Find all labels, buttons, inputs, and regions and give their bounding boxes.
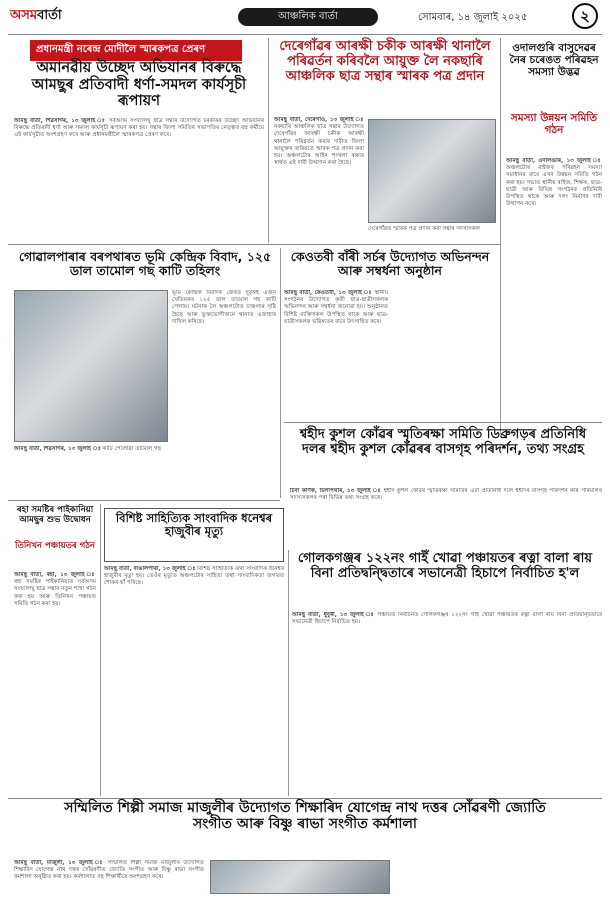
- story4-body: ভূমি কেন্দ্ৰিক বিবাদৰ জেৰত দুৰ্বৃত্তই এজন খেতিয়কৰ ১২৫ ডাল তামোল গছ কাটি পেলায়। ঘটনাক লৈ অঞ্চলটোত চাঞ্চল্যৰ সৃষ্টি হৈছে আৰু ভুক্তভোগীজনে থানাত এজাহাৰ দাখিল কৰিছে।: [172, 290, 276, 325]
- story4-headline: গোৱালপাৰাৰ বৰপথাৰত ভূমি কেন্দ্ৰিক বিবাদ, ১২৫ ডাল তামোল গছ কাটি তহিলং: [18, 249, 272, 279]
- section-rule: [8, 798, 602, 799]
- story7-body: আমছু বাৰ্তা, বাঙালপাৰা, ১৩ জুলাই ঃ বিশিষ্ট সাহিত্যিক তথা সাংবাদিক ধনেশ্বৰ হাজুবীৰ মৃত্যু হয়। তেওঁৰ মৃত্যুত অঞ্চলটোৰ সাহিত্য তথা সাংবাদিকতা জগতত শোকৰ ছাঁ পৰিছে।: [104, 566, 284, 587]
- story5-body-a: আমছু বাৰ্তা, কেওতবী, ১৩ জুলাই ঃ স্থানীয় সংগঠনৰ উদ্যোগত কৃতী ছাত্ৰ-ছাত্ৰীসকলক অভিনন্দন আৰু সম্বৰ্ধনা জনোৱা হয়। অনুষ্ঠানত বিশিষ্ট ব্যক্তিসকল উপস্থিত থাকে আৰু ছাত্ৰ-ছাত্ৰীসকলক ভৱিষ্যতৰ বাবে উৎসাহিত কৰে।: [284, 290, 388, 325]
- column-divider: [500, 38, 501, 434]
- story3-body: আমছু বাৰ্তা, ওদালগুৰি, ১৩ জুলাই ঃ অঞ্চলটোৰ ৰাইজৰ পৰিৱহন সমস্যা সমাধানৰ বাবে এখন উন্নয়ন সমিতি গঠন কৰা হয়। সভাত স্থানীয় ৰাইজ, শিক্ষক, ছাত্ৰ-ছাত্ৰী আৰু বিভিন্ন সংগঠনৰ প্ৰতিনিধি উপস্থিত থাকে আৰু দলং নিৰ্মাণৰ দাবী উত্থাপন কৰে।: [506, 158, 602, 208]
- section-rule: [284, 422, 602, 423]
- story10-body: আমছু বাৰ্তা, মাজুলী, ১৩ জুলাই ঃ সম্মিলিত শিল্পী সমাজ মাজুলীৰ উদ্যোগত শিক্ষাৰিদ যোগেন্দ্ৰ নাথ দত্তৰ সোঁৱৰণীত জ্যোতি সংগীত আৰু বিষ্ণু ৰাভা সংগীত কৰ্মশালা অনুষ্ঠিত কৰা হয়। কৰ্মশালাত বহু শিক্ষাৰ্থীয়ে অংশগ্ৰহণ কৰে।: [14, 860, 204, 881]
- story9-headline: ৰহা সমষ্টিৰ পাইকানিয়া আমছুৰ শুভ উদ্বোধন: [16, 505, 94, 525]
- story2-photo: [368, 119, 496, 223]
- masthead-rule: [8, 34, 602, 35]
- section-rule: [8, 244, 500, 245]
- issue-date: সোমবাৰ, ১৪ জুলাই ২০২৫: [418, 12, 528, 23]
- column-divider: [280, 248, 281, 498]
- story3-headline: ওদালগুৰি বাসুদেৱৰ নৈৰ চৰেঙত পৰিৱহন সমস্যা উদ্ভৱ: [509, 42, 599, 79]
- story9-subhead: তিনিখন পঞ্চায়তৰ গঠন: [15, 541, 95, 551]
- page-number: ২: [572, 3, 598, 29]
- column-divider: [268, 38, 269, 243]
- section-rule: [8, 500, 280, 501]
- column-divider: [288, 550, 289, 796]
- newspaper-logo: অসমবাৰ্তা: [10, 8, 62, 23]
- story1-body: আমছু বাৰ্তা, শিৱসাগৰ, ১৩ জুলাই ঃ সৰ্বঅসম সংখ্যালঘু ছাত্ৰ সন্থাৰ উদ্যোগত চৰকাৰৰ উচ্ছেদ অভিযানৰ বিৰুদ্ধে প্ৰতিবাদী ধৰ্ণা আৰু সমদল কাৰ্যসূচী ৰূপায়ণ কৰা হয়। সন্থাৰ জিলা সমিতিৰ সভাপতিৰ নেতৃত্বত বহু কৰ্মীয়ে এই কাৰ্যসূচীত অংশগ্ৰহণ কৰে আৰু প্ৰধানমন্ত্ৰীলৈ স্মাৰকপত্ৰ প্ৰেৰণ কৰে।: [14, 118, 264, 139]
- story1-headline: অমানৱীয় উচ্ছেদ অভিযানৰ বিৰুদ্ধে আমছুৰ প্ৰতিবাদী ধৰ্ণা-সমদল কাৰ্যসূচী ৰূপায়ণ: [31, 60, 247, 110]
- story10-body-cont: [396, 860, 602, 894]
- story5-body-b: [392, 290, 496, 418]
- story5-headline: কেওতবী বাঁৰী সৰ্চৰ উদ্যোগত অভিনন্দন আৰু সম্বৰ্ধনা অনুষ্ঠান: [290, 249, 490, 279]
- story10-headline: সম্মিলিত শিল্পী সমাজ মাজুলীৰ উদ্যোগত শিক্ষাৰিদ যোগেন্দ্ৰ নাথ দত্তৰ সোঁৱৰণী জ্যোতি সংগীত আৰু বিষ্ণু ৰাভা সংগীত কৰ্মশালা: [64, 800, 546, 833]
- story4-caption-body: আমছু বাৰ্তা, শিৱসাগৰ, ১৩ জুলাই ঃ কাটি পেলোৱা তামোল গছ: [14, 446, 162, 452]
- story6-body: চিবা কৰ্ণিক, চিলাপথাৰ, ১৩ জুলাই ঃ শ্বহীদ কুশল কোঁৱৰ স্মৃতিৰক্ষা সমিতিৰ এটা প্ৰতিনিধি দলে শ্বহীদৰ বাসগৃহ পৰিদৰ্শন কৰি পৰিয়ালৰ সদস্যসকলৰ পৰা বিভিন্ন তথ্য সংগ্ৰহ কৰে।: [290, 488, 602, 502]
- story10-photo: [210, 860, 390, 894]
- story7-headline: বিশিষ্ট সাহিত্যিক সাংবাদিক ধনেশ্বৰ হাজুবীৰ মৃত্যু: [115, 511, 273, 539]
- story2-headline: দেৰেগাঁৱৰ আৰক্ষী চকীক আৰক্ষী থানালৈ পৰিৱৰ্তন কৰিবলৈ আয়ুক্ত লৈ নকছাৰি আঞ্চলিক ছাত্ৰ সন্থাৰ স্মাৰক পত্ৰ প্ৰদান: [279, 39, 491, 84]
- story4-photo: [14, 290, 168, 442]
- column-divider: [100, 504, 101, 796]
- story3-subhead: সমস্যা উন্নয়ন সমিতি গঠন: [510, 112, 598, 137]
- story7-body-cont: [104, 644, 284, 794]
- story8-headline: গোলকগঞ্জৰ ১২২নং গাইঁ খোৱা পঞ্চায়তৰ ৰত্না বালা ৰায় বিনা প্ৰতিদ্বন্দ্বিতাৰে সভানেত্ৰী হিচাপে নিৰ্বাচিত হ'ল: [297, 551, 593, 581]
- story8-body: আমছু বাৰ্তা, ধুবুৰী, ১৩ জুলাই ঃ পঞ্চায়ত নিৰ্বাচনত গোলকগঞ্জৰ ১২২নং গাইঁ খোৱা পঞ্চায়তৰ ৰত্না বালা ৰায় বিনা প্ৰতিদ্বন্দ্বিতাৰে সভানেত্ৰী হিচাপে নিৰ্বাচিত হয়।: [292, 612, 602, 626]
- section-title: আঞ্চলিক বাৰ্তা: [238, 8, 378, 26]
- story1-kicker: প্ৰধানমন্ত্ৰী নৰেন্দ্ৰ মোদীলৈ স্মাৰকপত্ৰ প্ৰেৰণ: [30, 40, 242, 61]
- masthead: [0, 0, 610, 34]
- story6-headline: শ্বহীদ কুশল কোঁৱৰ স্মৃতিৰক্ষা সমিতি ডিব্ৰুগড়ৰ প্ৰতিনিধি দলৰ শ্বহীদ কুশল কোঁৱৰৰ বাসগৃহ পৰিদৰ্শন, তথ্য সংগ্ৰহ: [299, 427, 587, 457]
- story2-caption: দেৰেগাঁৱত স্মাৰক পত্ৰ প্ৰদান কৰা সন্থাৰ সদস্যসকল: [368, 226, 480, 232]
- story9-body: আমছু বাৰ্তা, ৰহা, ১৩ জুলাই ঃ ৰহা সমষ্টিৰ পাইকানিয়াত সৰ্বঅসম সংখ্যালঘু ছাত্ৰ সন্থাৰ নতুন শাখা গঠন কৰা হয় আৰু তিনিখন পঞ্চায়ত সমিতি গঠন কৰা হয়।: [14, 572, 96, 607]
- story2-body: আমছু বাৰ্তা, দেৰেগাঁও, ১৩ জুলাই ঃ নকছাৰি আঞ্চলিক ছাত্ৰ সন্থাৰ উদ্যোগত দেৰেগাঁৱৰ আৰক্ষী চকীক আৰক্ষী থানালৈ পৰিৱৰ্তন কৰাৰ দাবীত জিলা আয়ুক্তৰ জৰিয়তে স্মাৰক পত্ৰ প্ৰদান কৰা হয়। অঞ্চলটোৰ আইন শৃংখলা ৰক্ষাৰ স্বাৰ্থত এই দাবী উত্থাপন কৰা হৈছে।: [274, 117, 364, 167]
